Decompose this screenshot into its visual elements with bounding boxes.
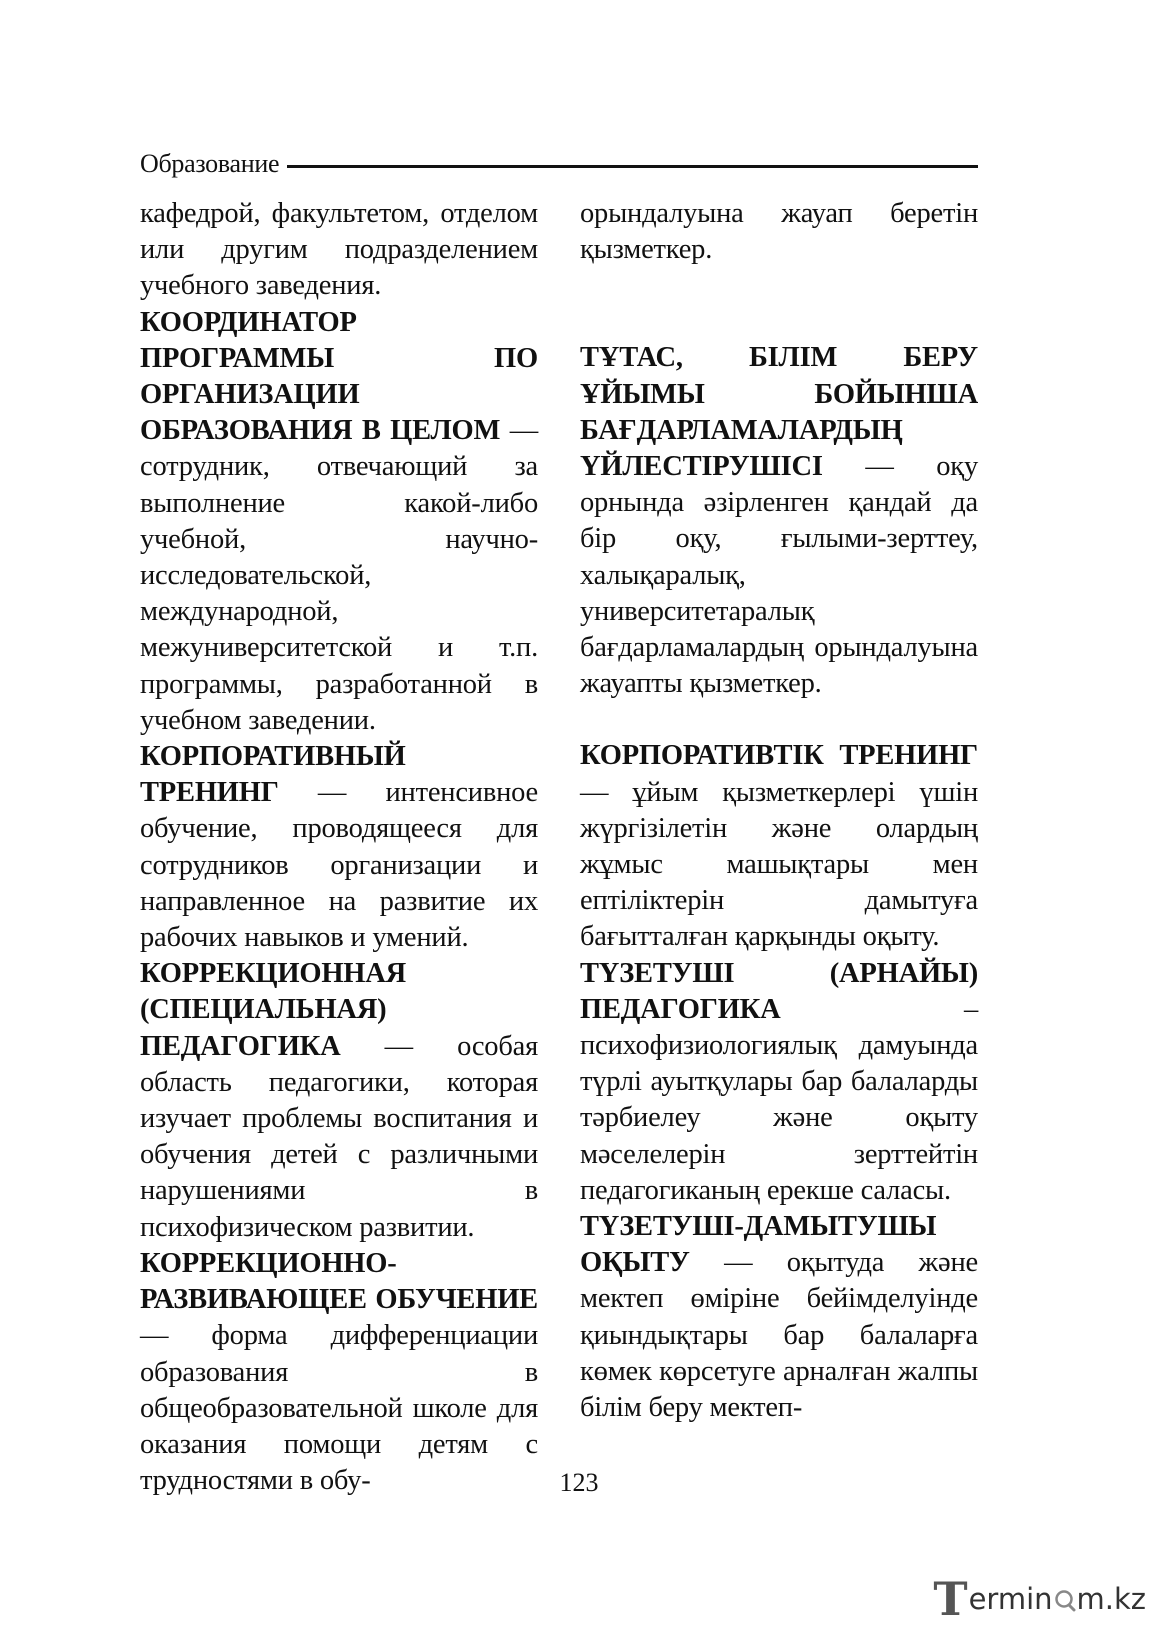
entry-term: ТҰТАС, БІЛІМ БЕРУ ҰЙЫМЫ БОЙЫНША БАҒДАРЛАМАЛАРДЫҢ ҮЙЛЕСТІРУШІСІ [580,342,978,483]
watermark-letter: T [933,1572,968,1626]
entry-continuation [140,196,538,305]
column-spacer [580,268,978,340]
glossary-entry [140,956,538,1246]
right-column [580,196,978,1426]
glossary-entry [140,1246,538,1499]
entry-text: орындалуына жауап беретін қызметкер. [580,198,978,266]
entry-term: ТҮЗЕТУШІ (АРНАЙЫ) ПЕДАГОГИКА [580,957,978,1025]
entry-text: кафедрой, факультетом, отделом или другим подразделением учебного заведения. [140,198,538,302]
entry-definition: — оқу орнында әзірленген қандай да бір оқу, ғылыми-зерттеу, халықаралық, университетаралық бағдарламалардың орындалуына жауапты қызметкер. [580,451,978,700]
entry-definition: — интенсивное обучение, проводящееся для сотрудников организации и направленное на развитие их рабочих навыков и умений. [140,777,538,954]
termincom-watermark [933,1572,1146,1626]
entry-continuation [580,196,978,268]
glossary-entry [580,1209,978,1426]
glossary-entry [140,739,538,956]
entry-definition: — сотрудник, отвечающий за выполнение какой-либо учебной, научно-исследовательской, международной, межуниверситетской и т.п. программы, разработанной в учебном заведении. [140,415,539,736]
watermark-text-part1: ermin [968,1582,1053,1616]
entry-term: КООРДИНАТОР ПРОГРАММЫ ПО ОРГАНИЗАЦИИ ОБРАЗОВАНИЯ В ЦЕЛОМ [140,306,538,447]
section-title: Образование [140,149,280,178]
magnifier-icon [1054,1588,1076,1610]
entry-term: ТҮЗЕТУШІ-ДАМЫТУШЫ ОҚЫТУ [580,1211,937,1279]
glossary-entry [580,738,978,955]
entry-definition: — оқытуда және мектеп өміріне бейімделуінде қиындықтары бар балаларға көмек көрсетуге арналған жалпы білім беру мектеп- [580,1247,978,1424]
running-header [140,144,978,184]
entry-definition: — форма дифференциации образования в общеобразовательной школе для оказания помощи детям с трудностями в обу- [140,1320,538,1497]
glossary-entry [140,305,538,739]
entry-definition: – психофизиологиялық дамуында түрлі ауытқулары бар балаларды тәрбиелеу және оқыту мәселелерін зерттейтін педагогиканың ерекше саласы. [580,993,978,1206]
entry-term: КОРПОРАТИВНЫЙ ТРЕНИНГ [140,741,406,809]
entry-definition: — особая область педагогики, которая изучает проблемы воспитания и обучения детей с различными нарушениями в психофизическом развитии. [140,1030,538,1243]
left-column [140,196,538,1499]
entry-definition: — ұйым қызметкерлері үшін жүргізілетін және олардың жұмыс машықтары мен ептіліктерін дамытуға бағытталған қарқынды оқыту. [580,776,978,953]
glossary-entry [580,956,978,1209]
entry-term: КОРРЕКЦИОННО-РАЗВИВАЮЩЕЕ ОБУЧЕНИЕ [140,1247,538,1316]
entry-term: КОРПОРАТИВТІК ТРЕНИНГ [580,740,978,772]
glossary-entry [580,340,978,702]
header-rule [287,165,978,168]
entry-term: КОРРЕКЦИОННАЯ (СПЕЦИАЛЬНАЯ) ПЕДАГОГИКА [140,958,407,1062]
column-spacer [580,702,978,738]
watermark-text-part2: m.kz [1076,1582,1146,1616]
page-number: 123 [559,1468,599,1497]
